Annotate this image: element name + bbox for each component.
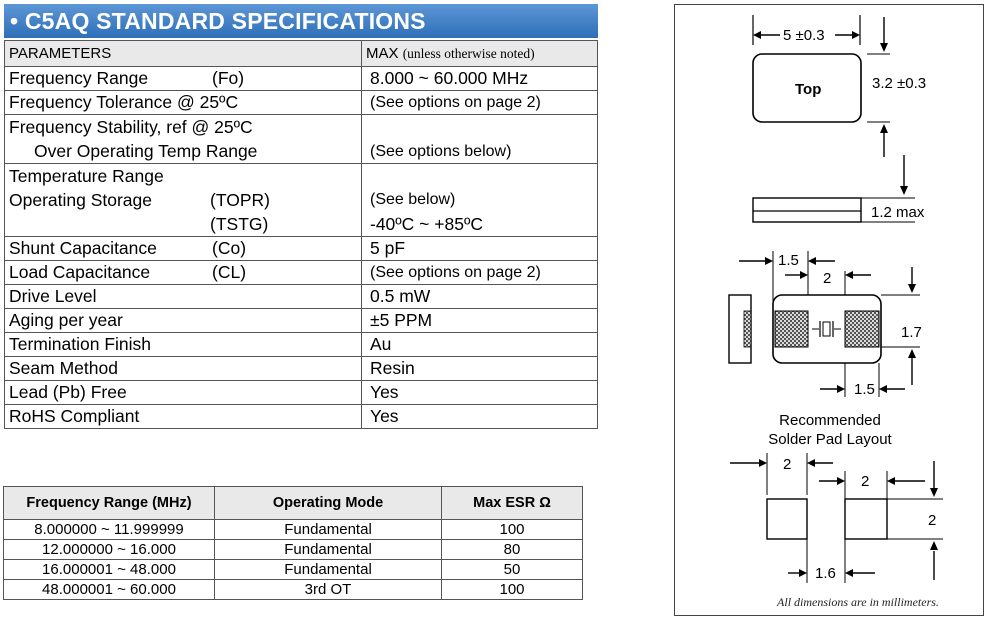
- top-label: Top: [795, 81, 822, 98]
- parameters-header: PARAMETERS: [5, 41, 362, 67]
- param-value-opr: (See below): [370, 191, 456, 208]
- esr-frequency: 16.000001 ~ 48.000: [4, 560, 215, 580]
- dimension-drawing-panel: [674, 4, 984, 616]
- esr-header-esr: Max ESR Ω: [442, 487, 583, 520]
- param-value: ±5 PPM: [362, 309, 598, 333]
- param-label: Lead (Pb) Free: [5, 381, 362, 405]
- param-value: 0.5 mW: [362, 285, 598, 309]
- package-drawing: [675, 5, 985, 617]
- param-label: Termination Finish: [5, 333, 362, 357]
- param-value-stg: -40ºC ~ +85ºC: [370, 214, 483, 234]
- spec-row-rohs: [5, 405, 598, 429]
- param-label: Seam Method: [5, 357, 362, 381]
- esr-row: [4, 580, 583, 600]
- param-label: Drive Level: [5, 285, 362, 309]
- solder-gap-label: 1.6: [815, 565, 836, 582]
- param-label: Load Capacitance: [9, 262, 151, 282]
- spec-row-aging: [5, 309, 598, 333]
- pad-dim-a-label: 1.5: [778, 252, 799, 269]
- esr-header-mode: Operating Mode: [215, 487, 442, 520]
- esr-value: 50: [442, 560, 583, 580]
- max-note: (unless otherwise noted): [402, 46, 535, 61]
- land-pad-left: [767, 499, 807, 539]
- side-view: [753, 155, 925, 222]
- esr-row: [4, 560, 583, 580]
- param-value: Au: [362, 333, 598, 357]
- pad-dim-b-label: 2: [823, 270, 832, 287]
- esr-mode: Fundamental: [215, 560, 442, 580]
- param-symbol: (CL): [212, 262, 247, 282]
- esr-value: 80: [442, 540, 583, 560]
- width-dim-label: 5 ±0.3: [783, 27, 825, 44]
- spec-row-frequency-tolerance: [5, 91, 598, 115]
- param-value: 8.000 ~ 60.000 MHz: [362, 67, 598, 91]
- spec-row-frequency-stability: [5, 115, 598, 164]
- spec-row-shunt-capacitance: [5, 237, 598, 261]
- solder-height-label: 2: [928, 512, 937, 529]
- esr-mode: Fundamental: [215, 540, 442, 560]
- param-value: (See options on page 2): [362, 91, 598, 115]
- pad-dim-d-label: 1.5: [854, 381, 875, 398]
- esr-row: [4, 520, 583, 540]
- param-symbol-topr: (TOPR): [210, 190, 270, 210]
- esr-mode: Fundamental: [215, 520, 442, 540]
- thickness-dim-label: 1.2 max: [871, 204, 925, 221]
- param-label: Aging per year: [5, 309, 362, 333]
- spec-row-frequency-range: [5, 67, 598, 91]
- spec-row-lead-free: [5, 381, 598, 405]
- top-view: [753, 15, 926, 157]
- esr-value: 100: [442, 580, 583, 600]
- spec-row-load-capacitance: [5, 261, 598, 285]
- specifications-table: [4, 40, 598, 429]
- solder-layout: [730, 453, 943, 583]
- param-value: Yes: [362, 381, 598, 405]
- spec-row-termination-finish: [5, 333, 598, 357]
- esr-table: [3, 486, 583, 600]
- bottom-pad-view: [729, 251, 922, 398]
- spec-title-banner: • C5AQ STANDARD SPECIFICATIONS: [4, 4, 598, 38]
- layout-title-line1: Recommended: [779, 412, 881, 429]
- param-value: Yes: [362, 405, 598, 429]
- param-label: Frequency Tolerance @ 25ºC: [5, 91, 362, 115]
- land-pad-right: [845, 499, 887, 539]
- esr-frequency: 48.000001 ~ 60.000: [4, 580, 215, 600]
- esr-header-frequency: Frequency Range (MHz): [4, 487, 215, 520]
- spec-row-drive-level: [5, 285, 598, 309]
- param-symbol: (Co): [212, 238, 247, 258]
- esr-frequency: 12.000000 ~ 16.000: [4, 540, 215, 560]
- esr-frequency: 8.000000 ~ 11.999999: [4, 520, 215, 540]
- param-label: Frequency Stability, ref @ 25ºC: [9, 117, 253, 137]
- solder-width-2-label: 2: [861, 473, 870, 490]
- param-value: Resin: [362, 357, 598, 381]
- spec-row-temperature-range: [5, 164, 598, 237]
- max-header: MAX (unless otherwise noted): [362, 41, 598, 67]
- dimensions-footnote: All dimensions are in millimeters.: [777, 595, 939, 609]
- param-label: Temperature Range: [9, 166, 164, 186]
- layout-title-line2: Solder Pad Layout: [768, 431, 892, 448]
- solder-pad-left: [775, 311, 808, 347]
- param-label-sub: Over Operating Temp Range: [34, 141, 258, 161]
- param-label-sub: Operating Storage: [9, 190, 153, 210]
- esr-row: [4, 540, 583, 560]
- param-value: (See options below): [362, 115, 598, 164]
- esr-value: 100: [442, 520, 583, 540]
- spec-header-row: [5, 41, 598, 67]
- esr-mode: 3rd OT: [215, 580, 442, 600]
- param-value: (See options on page 2): [362, 261, 598, 285]
- param-symbol: (Fo): [212, 68, 245, 88]
- solder-pad-right: [845, 311, 879, 347]
- param-label: RoHS Compliant: [5, 405, 362, 429]
- param-symbol-tstg: (TSTG): [210, 214, 269, 234]
- esr-header-row: [4, 487, 583, 520]
- height-dim-label: 3.2 ±0.3: [872, 75, 927, 92]
- param-value: 5 pF: [362, 237, 598, 261]
- param-label: Shunt Capacitance: [9, 238, 157, 258]
- spec-row-seam-method: [5, 357, 598, 381]
- pad-dim-c-label: 1.7: [901, 324, 922, 341]
- param-label: Frequency Range: [9, 68, 149, 88]
- package-side-outline: [753, 198, 861, 222]
- solder-width-1-label: 2: [783, 456, 792, 473]
